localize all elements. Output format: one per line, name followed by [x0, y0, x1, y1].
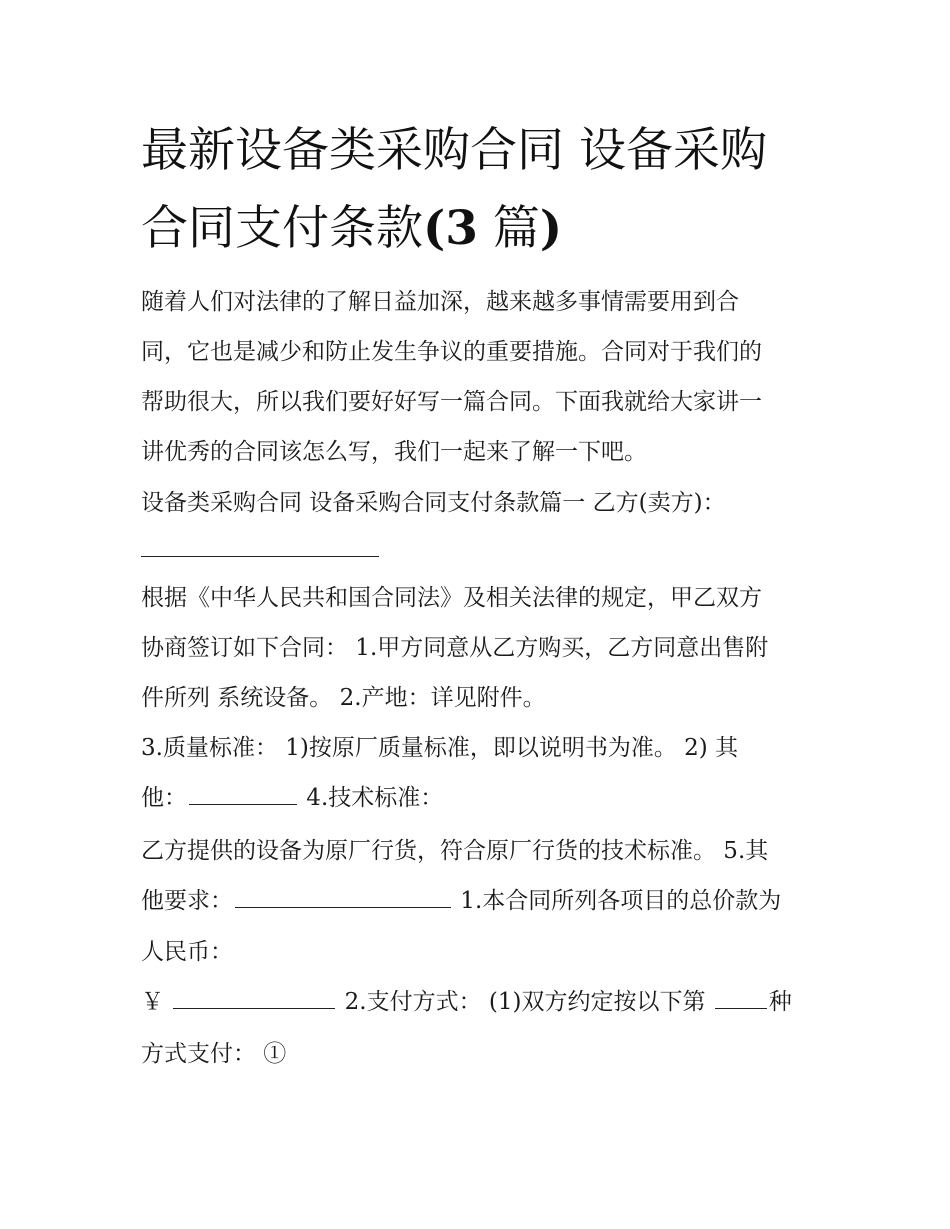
- intro-line-3: 帮助很大，所以我们要好好写一篇合同。下面我就给大家讲一: [141, 389, 762, 415]
- other-requirements-blank: [235, 887, 451, 908]
- quality-other-blank: [189, 784, 297, 805]
- seller-name-blank: [141, 556, 379, 557]
- title-count-open: (3: [423, 201, 478, 256]
- quality-other-label: 他：: [141, 785, 187, 811]
- total-price-clause: 1.本合同所列各项目的总价款为: [453, 888, 782, 914]
- other-requirements-line: [141, 885, 781, 917]
- payment-option-blank: [715, 988, 767, 1009]
- intro-line-1: 随着人们对法律的了解日益加深，越来越多事情需要用到合: [141, 289, 739, 315]
- payment-option-suffix: 种: [768, 989, 792, 1015]
- tech-standard-label: 4.技术标准：: [299, 785, 444, 811]
- intro-line-2: 同，它也是减少和防止发生争议的重要措施。合同对于我们的: [141, 339, 762, 365]
- document-title: [141, 112, 821, 268]
- title-count-word: 篇: [477, 201, 540, 256]
- price-label-line: 人民币：: [141, 939, 233, 965]
- payment-method-clause: 2.支付方式： (1)双方约定按以下第: [337, 989, 713, 1015]
- intro-line-4: 讲优秀的合同该怎么写，我们一起来了解一下吧。: [141, 439, 647, 465]
- section-heading: 设备类采购合同 设备采购合同支付条款篇一 乙方(卖方)：: [141, 490, 726, 516]
- title-line-2: [141, 190, 821, 268]
- title-line-2-text: 合同支付条款: [141, 201, 423, 256]
- basis-line-1: 根据《中华人民共和国合同法》及相关法律的规定，甲乙双方: [141, 585, 762, 611]
- amount-blank: [173, 988, 335, 1009]
- title-line-1: 最新设备类采购合同 设备采购: [141, 123, 767, 178]
- quality-line-1: 3.质量标准： 1)按原厂质量标准，即以说明书为准。 2) 其: [141, 735, 739, 761]
- title-count-close: ): [539, 201, 563, 256]
- basis-line-2: 协商签订如下合同： 1.甲方同意从乙方购买，乙方同意出售附: [141, 635, 769, 661]
- quality-line-2: [141, 782, 443, 814]
- other-requirements-label: 他要求：: [141, 888, 233, 914]
- payment-line: [141, 986, 792, 1018]
- currency-symbol: ￥: [141, 989, 172, 1015]
- tech-line-1: 乙方提供的设备为原厂行货，符合原厂行货的技术标准。 5.其: [141, 838, 769, 864]
- payment-method-line: 方式支付： ①: [141, 1041, 287, 1067]
- basis-line-3: 件所列 系统设备。 2.产地：详见附件。: [141, 685, 546, 711]
